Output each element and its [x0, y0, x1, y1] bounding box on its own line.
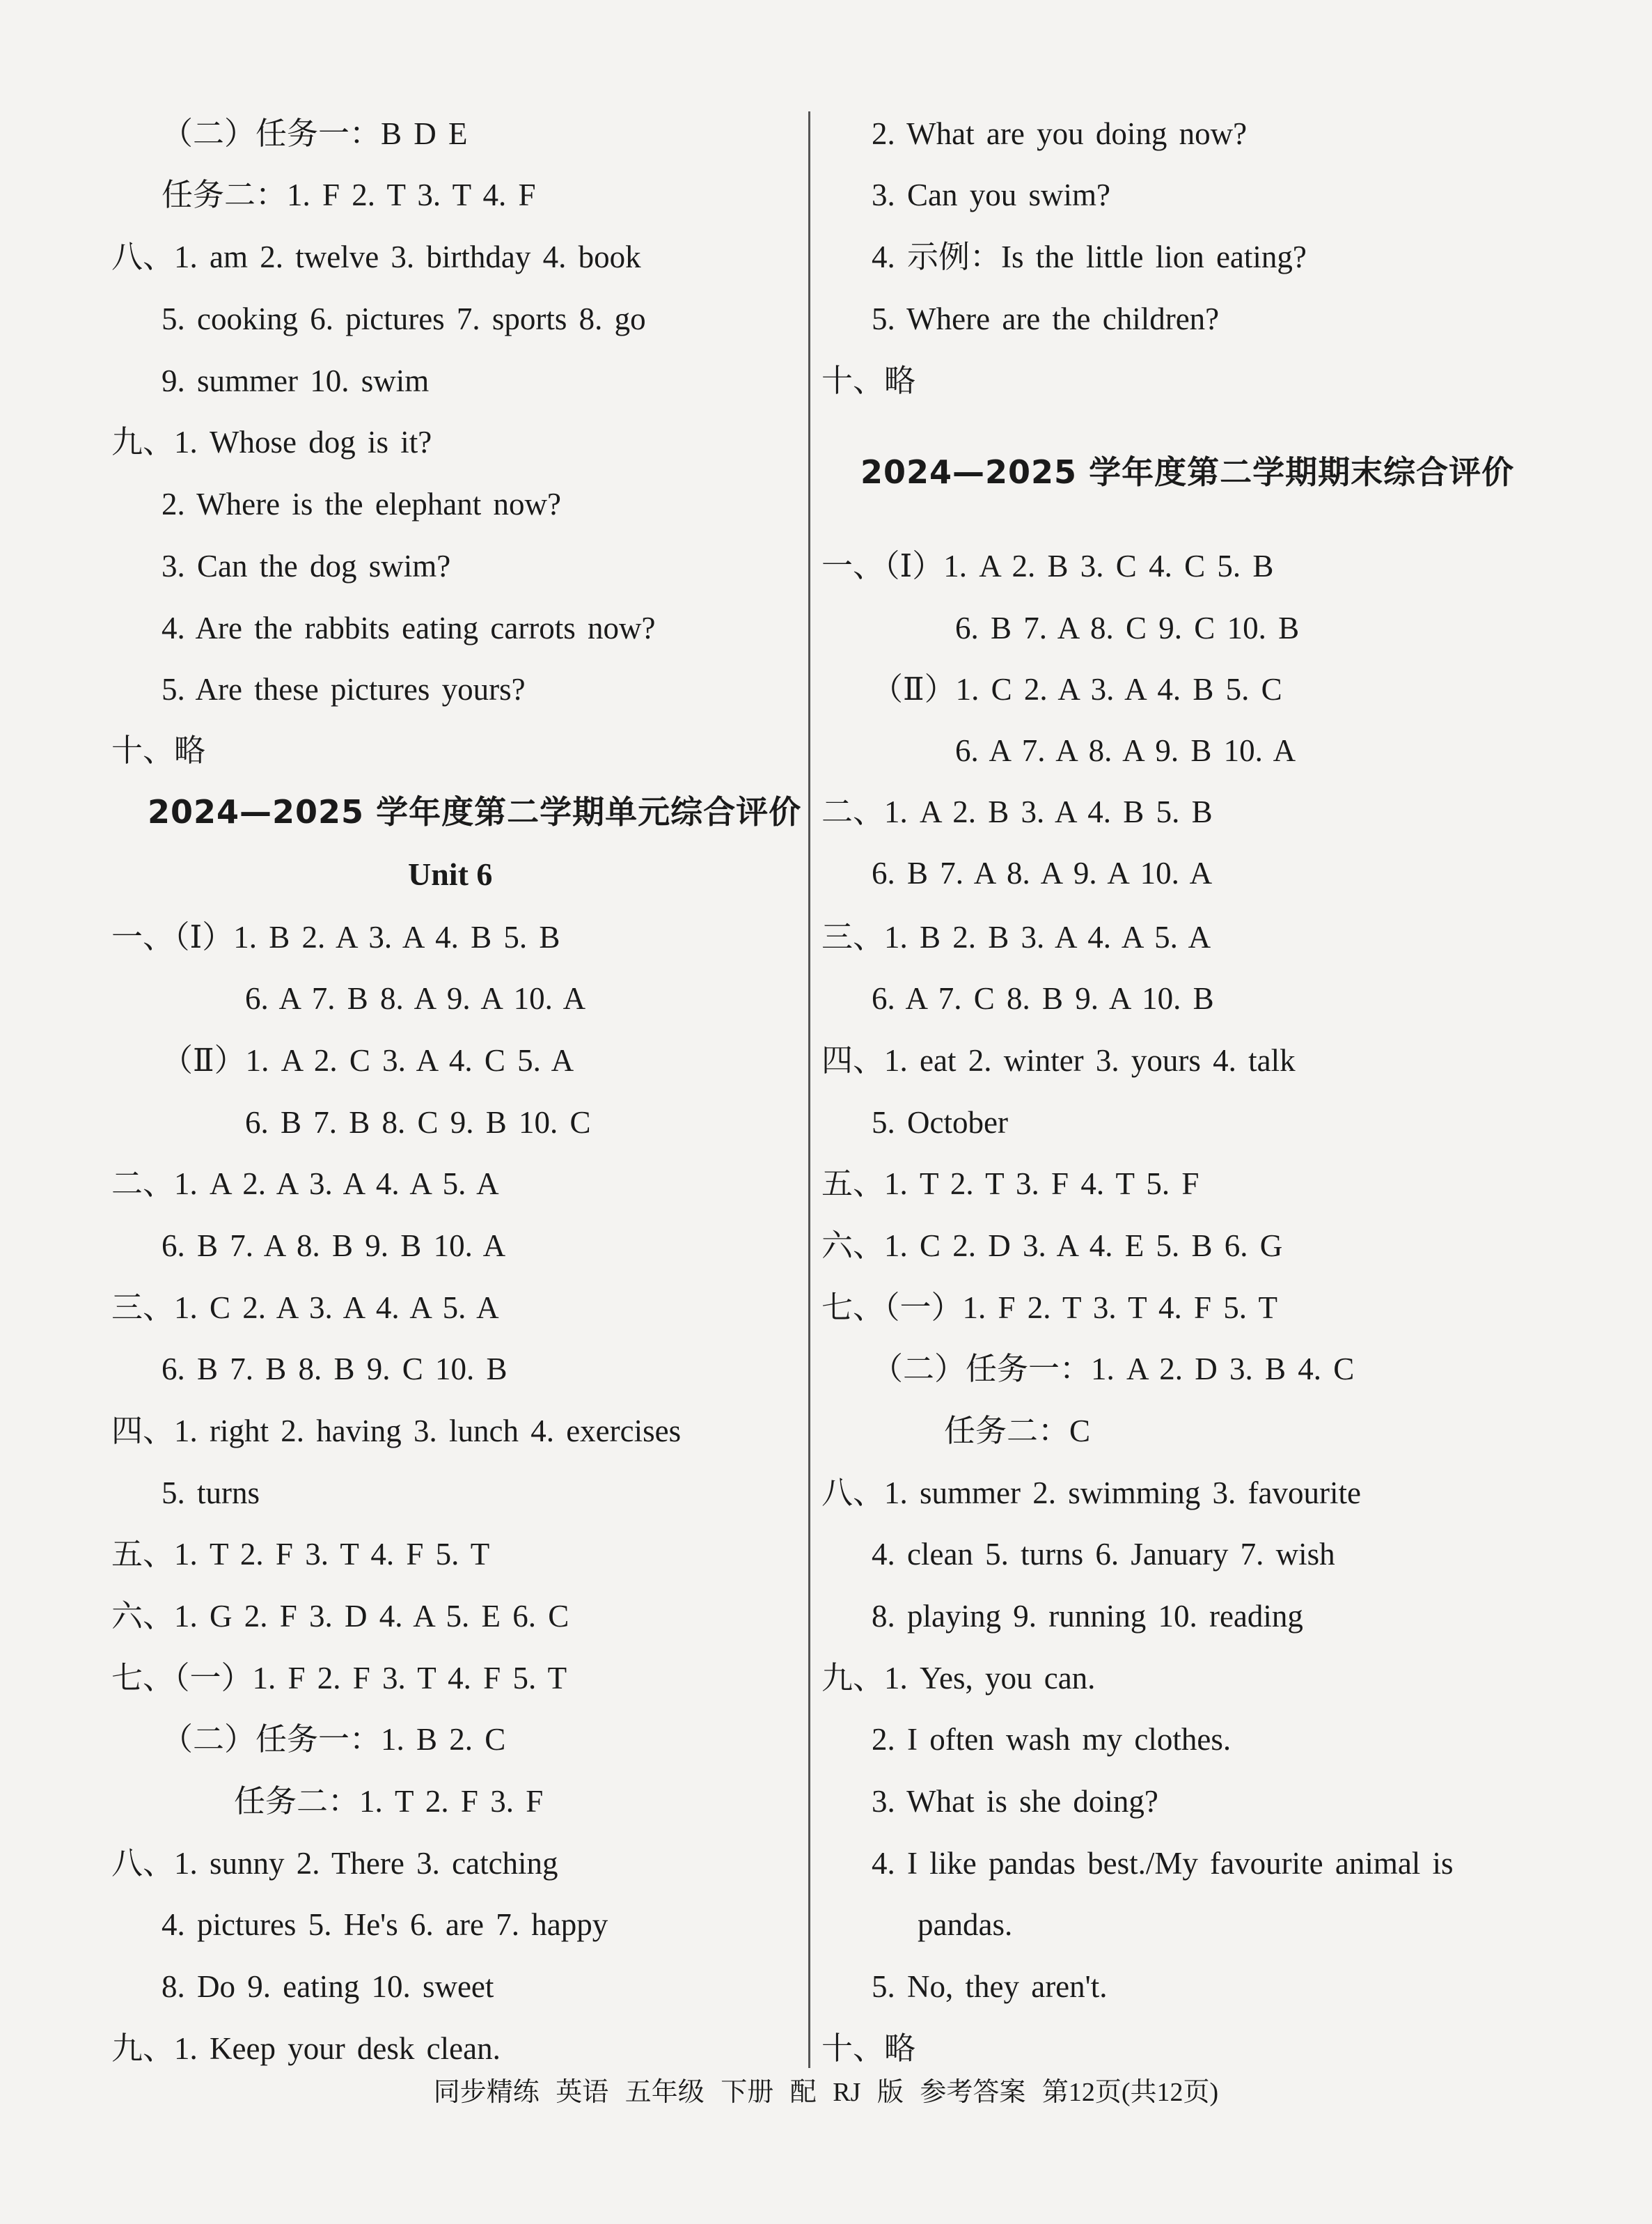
answer-line: （二）任务一：B D E — [162, 116, 468, 151]
answer-line: 4. clean 5. turns 6. January 7. wish — [872, 1537, 1335, 1572]
answer-line: 一、（Ⅰ）1. B 2. A 3. A 4. B 5. B — [111, 920, 560, 955]
answer-line: 六、1. C 2. D 3. A 4. E 5. B 6. G — [821, 1228, 1283, 1263]
section-heading: 2024—2025 学年度第二学期单元综合评价 — [148, 793, 802, 831]
answer-line: 2. What are you doing now? — [872, 116, 1248, 151]
answer-line: 十、略 — [821, 363, 916, 398]
answer-line: 6. A 7. A 8. A 9. B 10. A — [955, 733, 1296, 768]
answer-line: 七、（一）1. F 2. F 3. T 4. F 5. T — [111, 1661, 567, 1696]
answer-line: 二、1. A 2. B 3. A 4. B 5. B — [821, 794, 1213, 829]
answer-line: 任务二：1. T 2. F 3. F — [234, 1784, 544, 1819]
answer-line: 6. A 7. B 8. A 9. A 10. A — [245, 981, 586, 1016]
answer-line: 2. I often wash my clothes. — [872, 1722, 1232, 1757]
answer-line: 一、（Ⅰ）1. A 2. B 3. C 4. C 5. B — [821, 549, 1274, 584]
answer-line: 十、略 — [821, 2031, 916, 2066]
page-footer: 同步精练 英语 五年级 下册 配 RJ 版 参考答案 第12页(共12页) — [433, 2078, 1219, 2107]
answer-line: 七、（一）1. F 2. T 3. T 4. F 5. T — [821, 1290, 1277, 1325]
answer-line: 2. Where is the elephant now? — [162, 487, 561, 522]
answer-line: 5. No, they aren't. — [872, 1969, 1108, 2004]
answer-line: 8. playing 9. running 10. reading — [872, 1599, 1303, 1634]
answer-line: 6. B 7. B 8. C 9. B 10. C — [245, 1105, 591, 1140]
answer-line: 5. cooking 6. pictures 7. sports 8. go — [162, 302, 646, 336]
answer-line: 5. October — [872, 1105, 1008, 1140]
answer-line: 5. turns — [162, 1475, 260, 1510]
answer-line: 八、1. summer 2. swimming 3. favourite — [821, 1475, 1361, 1510]
answer-line: （Ⅱ）1. A 2. C 3. A 4. C 5. A — [162, 1043, 574, 1078]
answer-line: 6. A 7. C 8. B 9. A 10. B — [872, 981, 1214, 1016]
answer-line: 3. What is she doing? — [872, 1784, 1158, 1819]
answer-line: 五、1. T 2. F 3. T 4. F 5. T — [111, 1537, 490, 1572]
answer-line: 八、1. sunny 2. There 3. catching — [111, 1846, 558, 1881]
answer-line: 4. 示例：Is the little lion eating? — [872, 240, 1307, 274]
answer-line: （二）任务一：1. B 2. C — [162, 1722, 506, 1757]
answer-line: 任务二：1. F 2. T 3. T 4. F — [162, 178, 536, 212]
answer-line: 3. Can you swim? — [872, 178, 1110, 212]
answer-line: 八、1. am 2. twelve 3. birthday 4. book — [111, 240, 641, 274]
answer-line: 三、1. C 2. A 3. A 4. A 5. A — [111, 1290, 499, 1325]
answer-line: 九、1. Whose dog is it? — [111, 425, 432, 460]
answer-line: 任务二：C — [944, 1414, 1091, 1448]
answer-line: 九、1. Keep your desk clean. — [111, 2031, 501, 2066]
answer-line: 8. Do 9. eating 10. sweet — [162, 1969, 494, 2004]
answer-line: 五、1. T 2. T 3. F 4. T 5. F — [821, 1166, 1199, 1201]
answer-line: 三、1. B 2. B 3. A 4. A 5. A — [821, 920, 1211, 955]
answer-line: 3. Can the dog swim? — [162, 549, 451, 584]
answer-line: 九、1. Yes, you can. — [821, 1661, 1096, 1696]
answer-line: 4. Are the rabbits eating carrots now? — [162, 611, 656, 645]
answer-line: （Ⅱ）1. C 2. A 3. A 4. B 5. C — [872, 672, 1282, 707]
answer-line: 6. B 7. A 8. C 9. C 10. B — [955, 611, 1300, 645]
answer-line: 四、1. right 2. having 3. lunch 4. exercises — [111, 1414, 682, 1448]
answer-line: 5. Where are the children? — [872, 302, 1220, 336]
answer-line: 四、1. eat 2. winter 3. yours 4. talk — [821, 1043, 1296, 1078]
answer-line: 6. B 7. B 8. B 9. C 10. B — [162, 1352, 508, 1386]
answer-line: 4. I like pandas best./My favourite animal is — [872, 1846, 1454, 1881]
answer-line: 9. summer 10. swim — [162, 363, 430, 398]
answer-line: 6. B 7. A 8. B 9. B 10. A — [162, 1228, 506, 1263]
unit-title: Unit 6 — [408, 856, 493, 892]
section-heading: 2024—2025 学年度第二学期期末综合评价 — [860, 453, 1515, 491]
answer-line: 4. pictures 5. He's 6. are 7. happy — [162, 1907, 608, 1942]
answer-line: 六、1. G 2. F 3. D 4. A 5. E 6. C — [111, 1599, 569, 1634]
answer-line: 5. Are these pictures yours? — [162, 672, 526, 707]
answer-line: 二、1. A 2. A 3. A 4. A 5. A — [111, 1166, 499, 1201]
answer-line: 十、略 — [111, 733, 206, 768]
column-divider — [808, 111, 810, 2068]
answer-line: pandas. — [918, 1907, 1013, 1942]
answer-line: （二）任务一：1. A 2. D 3. B 4. C — [872, 1352, 1355, 1386]
answer-line: 6. B 7. A 8. A 9. A 10. A — [872, 856, 1213, 891]
